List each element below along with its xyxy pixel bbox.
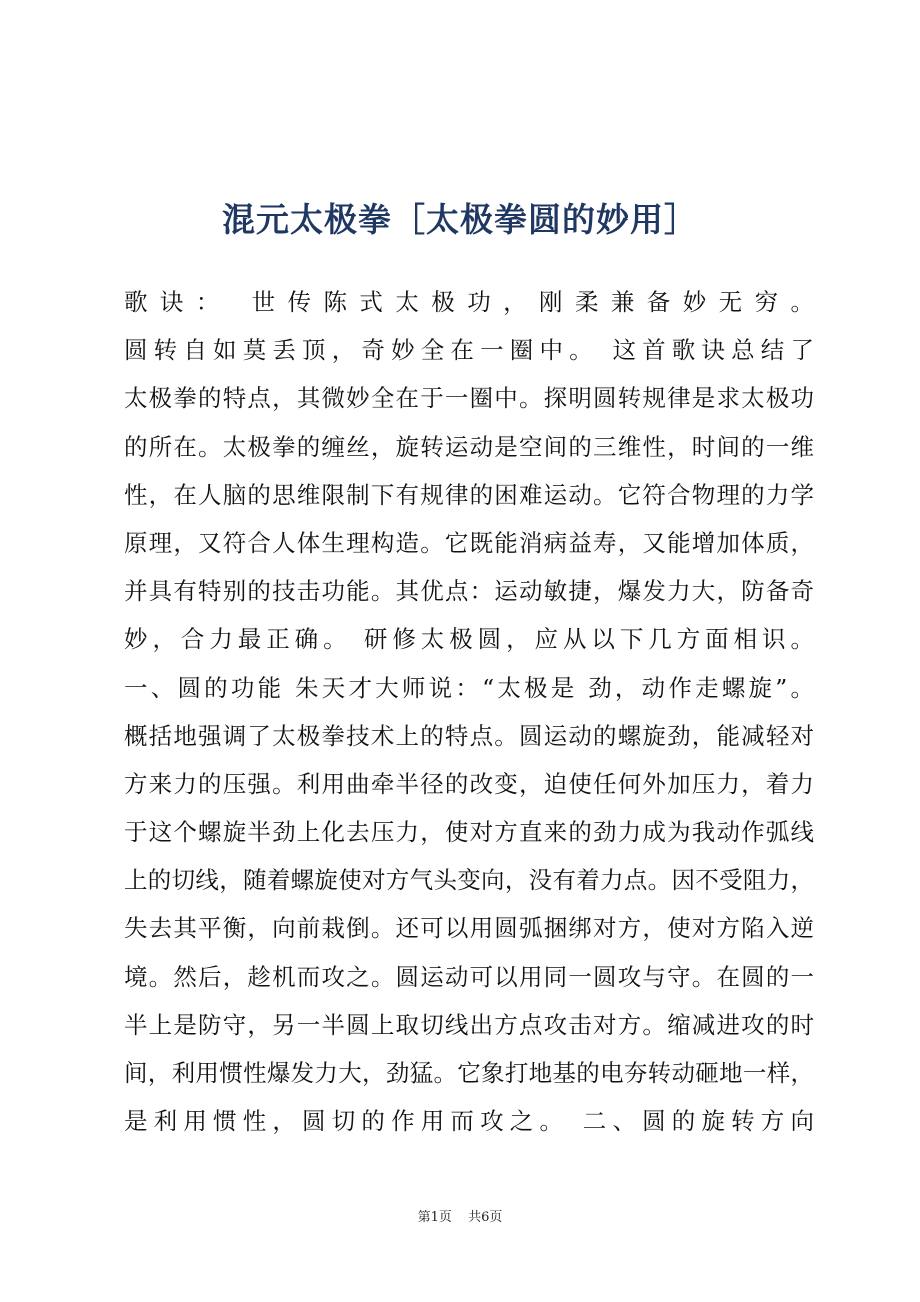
- body-line: 性，在人脑的思维限制下有规律的困难运动。它符合物理的力学: [124, 480, 814, 509]
- body-line: 圆转自如莫丢顶，奇妙全在一圈中。 这首歌诀总结了: [124, 336, 814, 365]
- body-line: 间，利用惯性爆发力大，劲猛。它象打地基的电夯转动砸地一样，: [124, 1059, 814, 1087]
- body-line: 妙，合力最正确。 研修太极圆，应从以下几方面相识。: [124, 625, 814, 654]
- body-line: 太极拳的特点，其微妙全在于一圈中。探明圆转规律是求太极功: [124, 384, 814, 413]
- body-line: 的所在。太极拳的缠丝，旋转运动是空间的三维性，时间的一维: [124, 432, 814, 461]
- body-line: 境。然后，趁机而攻之。圆运动可以用同一圆攻与守。在圆的一: [124, 962, 814, 991]
- body-line: 上的切线，随着螺旋使对方气头变向，没有着力点。因不受阻力，: [124, 866, 814, 895]
- document-title: 混元太极拳［太极拳圆的妙用］: [222, 200, 698, 239]
- body-line: 方来力的压强。利用曲牵半径的改变，迫使任何外加压力，着力: [124, 769, 814, 798]
- body-line: 一、圆的功能 朱天才大师说：“太极是 劲，动作走螺旋”。: [124, 673, 814, 702]
- body-line: 是利用惯性，圆切的作用而攻之。 二、圆的旋转方向: [124, 1107, 814, 1136]
- body-line: 歌诀： 世传陈式太极功，刚柔兼备妙无穷。: [124, 288, 814, 316]
- page-footer: [0, 1206, 920, 1225]
- body-line: 概括地强调了太极拳技术上的特点。圆运动的螺旋劲，能减轻对: [124, 721, 814, 750]
- body-line: 失去其平衡，向前栽倒。还可以用圆弧捆绑对方，使对方陷入逆: [124, 914, 814, 943]
- page-total: 共6页: [468, 1210, 503, 1225]
- body-line: 原理，又符合人体生理构造。它既能消病益寿，又能增加体质，: [124, 528, 814, 557]
- page-number: 第1页: [417, 1210, 452, 1225]
- body-line: 并具有特别的技击功能。其优点：运动敏捷，爆发力大，防备奇: [124, 577, 814, 606]
- document-body: [124, 278, 814, 1145]
- body-line: 于这个螺旋半劲上化去压力，使对方直来的劲力成为我动作弧线: [124, 818, 814, 847]
- body-line: 半上是防守，另一半圆上取切线出方点攻击对方。缩减进攻的时: [124, 1010, 814, 1039]
